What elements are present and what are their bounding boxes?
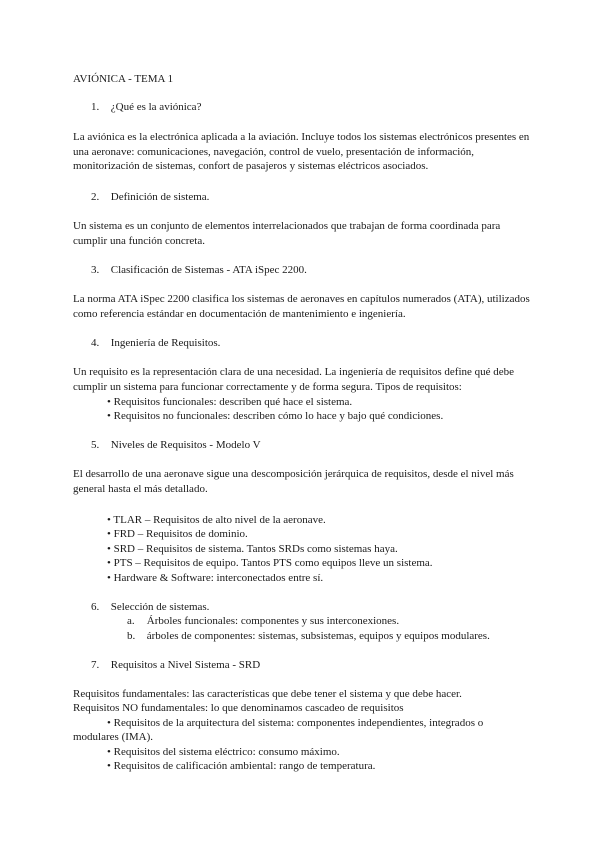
- section-number: 3.: [91, 264, 100, 276]
- list-item: • Requisitos del sistema eléctrico: consumo máximo.: [107, 746, 340, 758]
- list-item: • TLAR – Requisitos de alto nivel de la aeronave.: [107, 514, 326, 526]
- paragraph-7a: Requisitos fundamentales: las características que debe tener el sistema y que debe hacer.: [73, 688, 462, 700]
- section-number: 7.: [91, 659, 100, 671]
- section-label: Ingeniería de Requisitos.: [110, 337, 221, 349]
- section-label: Niveles de Requisitos - Modelo V: [110, 439, 261, 451]
- list-item: • Requisitos funcionales: describen qué hace el sistema.: [107, 396, 353, 408]
- section-heading-3: [91, 263, 307, 278]
- section-heading-7: [91, 658, 260, 673]
- section-heading-2: [91, 190, 209, 205]
- paragraph-3: La norma ATA iSpec 2200 clasifica los sistemas de aeronaves en capítulos numerados (ATA), utilizados como referencia estándar en documentación de mantenimiento e ingeniería.: [73, 293, 530, 320]
- section-label: ¿Qué es la aviónica?: [110, 101, 202, 113]
- sublist-item-b: [127, 629, 490, 644]
- section-heading-1: [91, 100, 201, 115]
- section-number: 5.: [91, 439, 100, 451]
- document-title: AVIÓNICA - TEMA 1: [73, 73, 174, 85]
- sublist-label: Árboles funcionales: componentes y sus interconexiones.: [146, 615, 400, 627]
- section-label: Selección de sistemas.: [110, 601, 210, 613]
- sublist-label: árboles de componentes: sistemas, subsistemas, equipos y equipos modulares.: [146, 630, 490, 642]
- paragraph-2: Un sistema es un conjunto de elementos interrelacionados que trabajan de forma coordinada para cumplir una función concreta.: [73, 220, 501, 247]
- list-item: • SRD – Requisitos de sistema. Tantos SRDs como sistemas haya.: [107, 543, 398, 555]
- section-number: 2.: [91, 191, 100, 203]
- paragraph-5: El desarrollo de una aeronave sigue una descomposición jerárquica de requisitos, desde el nivel más general hasta el más detallado.: [73, 468, 514, 495]
- paragraph-4: Un requisito es la representación clara de una necesidad. La ingeniería de requisitos define qué debe cumplir un sistema para funcionar correctamente y de forma segura. Tipos de requisitos:: [73, 366, 515, 393]
- section-heading-6: [91, 600, 209, 615]
- sublist-letter: a.: [127, 615, 135, 627]
- section-heading-5: [91, 438, 261, 453]
- section-label: Clasificación de Sistemas - ATA iSpec 2200.: [110, 264, 307, 276]
- section-label: Definición de sistema.: [110, 191, 210, 203]
- list-item: • Requisitos no funcionales: describen cómo lo hace y bajo qué condiciones.: [107, 410, 444, 422]
- section-heading-4: [91, 336, 220, 351]
- paragraph-1: La aviónica es la electrónica aplicada a la aviación. Incluye todos los sistemas electrónicos presentes en una aeronave: comunicaciones, navegación, control de vuelo, presentación de información, monitorización de sistemas, confort de pasajeros y sistemas eléctricos asociados.: [73, 131, 530, 173]
- section-label: Requisitos a Nivel Sistema - SRD: [110, 659, 261, 671]
- list-item: • Requisitos de calificación ambiental: rango de temperatura.: [107, 760, 376, 772]
- list-item: • Requisitos de la arquitectura del sistema: componentes independientes, integrados o: [107, 717, 484, 729]
- section-number: 4.: [91, 337, 100, 349]
- section-number: 6.: [91, 601, 100, 613]
- sublist-item-a: [127, 614, 399, 629]
- list-item: • FRD – Requisitos de dominio.: [107, 528, 248, 540]
- list-item: • Hardware & Software: interconectados entre sí.: [107, 572, 324, 584]
- section-number: 1.: [91, 101, 100, 113]
- list-item-continuation: modulares (IMA).: [73, 731, 154, 743]
- sublist-letter: b.: [127, 630, 136, 642]
- list-item: • PTS – Requisitos de equipo. Tantos PTS como equipos lleve un sistema.: [107, 557, 433, 569]
- paragraph-7b: Requisitos NO fundamentales: lo que denominamos cascadeo de requisitos: [73, 702, 404, 714]
